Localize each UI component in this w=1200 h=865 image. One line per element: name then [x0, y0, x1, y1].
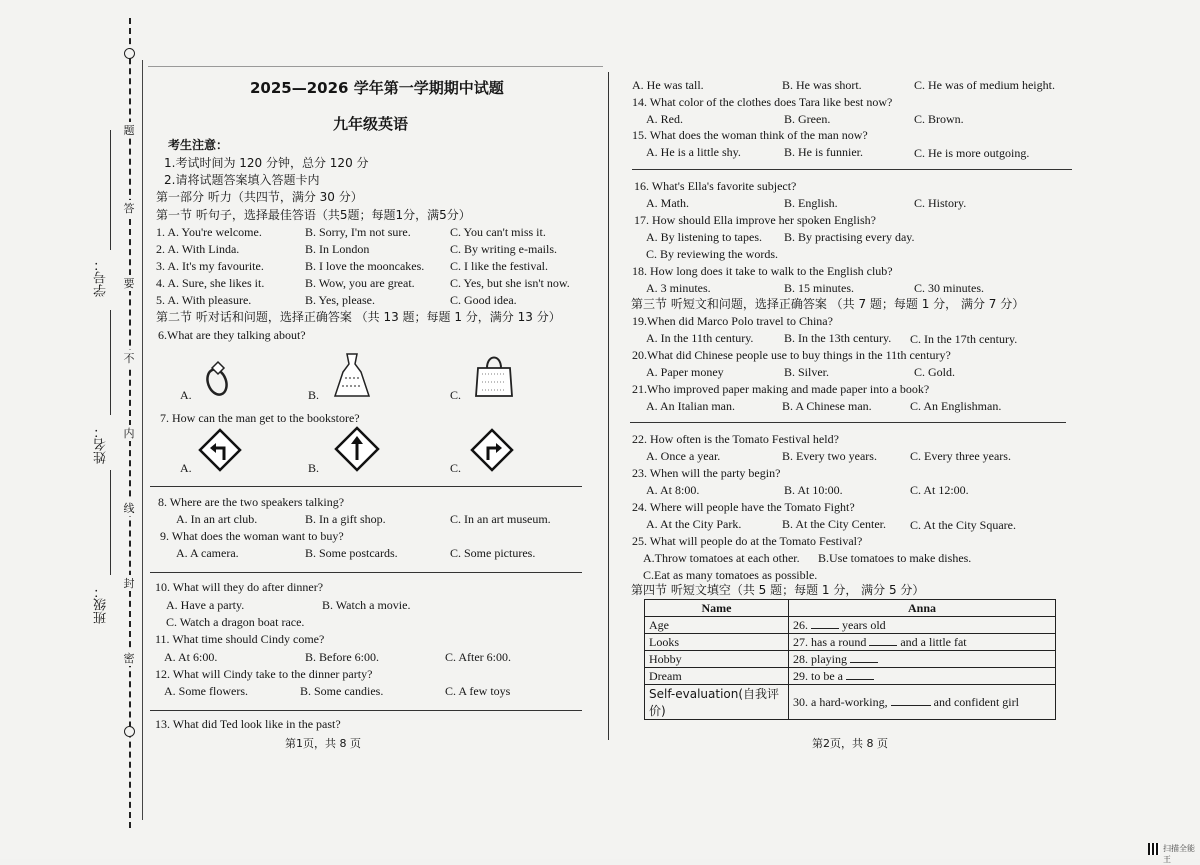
- qr-code-icon: [1148, 843, 1160, 855]
- cell-text: 28. playing: [793, 652, 850, 666]
- q9-c: C. Some pictures.: [450, 546, 536, 560]
- binding-word: 不: [120, 350, 138, 366]
- section-heading: 第二节 听对话和问题，选择正确答案 （共 13 题；每题 1 分，满分 13 分）: [156, 310, 561, 324]
- student-name-label: 姓名：: [94, 425, 109, 464]
- q12-c: C. A few toys: [445, 684, 511, 698]
- cell-text: 27. has a round: [793, 635, 870, 649]
- student-class-line: [110, 470, 111, 575]
- q8-c: C. In an art museum.: [450, 512, 551, 526]
- table-header-cell: Anna: [789, 600, 1056, 617]
- q22-text: 22. How often is the Tomato Festival held?: [632, 432, 839, 446]
- q6-c-label: C.: [450, 388, 462, 402]
- divider: [632, 169, 1072, 170]
- q8-text: 8. Where are the two speakers talking?: [158, 495, 345, 509]
- q8-a: A. In an art club.: [176, 512, 258, 526]
- binding-word: 要: [120, 275, 138, 291]
- table-cell-label: Age: [645, 617, 789, 634]
- binding-circle: [124, 726, 135, 737]
- q16-c: C. History.: [914, 196, 967, 210]
- q13-text: 13. What did Ted look like in the past?: [155, 717, 341, 731]
- student-name-line: [110, 310, 111, 415]
- answer-blank[interactable]: [891, 694, 931, 706]
- binding-word: 内: [120, 425, 138, 441]
- q19-text: 19.When did Marco Polo travel to China?: [632, 314, 833, 328]
- q17-a: A. By listening to tapes.: [646, 230, 762, 244]
- page-footer-right: 第2页，共 8 页: [812, 737, 888, 750]
- q6-a-label: A.: [180, 388, 192, 402]
- q9-b: B. Some postcards.: [305, 546, 398, 560]
- q24-b: B. At the City Center.: [782, 517, 886, 531]
- q11-a: A. At 6:00.: [164, 650, 218, 664]
- table-cell-label: Hobby: [645, 651, 789, 668]
- binding-word: 封: [120, 575, 138, 591]
- table-cell-value: [789, 634, 1056, 651]
- table-row: [645, 685, 1056, 720]
- q5-a: 5. A. With pleasure.: [156, 293, 252, 307]
- q16-a: A. Math.: [646, 196, 689, 210]
- q4-a: 4. A. Sure, she likes it.: [156, 276, 265, 290]
- q4-b: B. Wow, you are great.: [305, 276, 415, 290]
- turn-right-sign-icon: [470, 428, 514, 472]
- section-heading: 第一节 听句子，选择最佳答语（共5题；每题1分，满5分）: [156, 208, 471, 222]
- q21-c: C. An Englishman.: [910, 399, 1002, 413]
- answer-blank[interactable]: [846, 668, 874, 680]
- q17-text: 17. How should Ella improve her spoken English?: [634, 213, 876, 227]
- q7-c-label: C.: [450, 461, 462, 475]
- q25-c: C.Eat as many tomatoes as possible.: [643, 568, 818, 582]
- q7-a-label: A.: [180, 461, 192, 475]
- q20-a: A. Paper money: [646, 365, 724, 379]
- q19-b: B. In the 13th century.: [784, 331, 892, 345]
- q7-b-label: B.: [308, 461, 320, 475]
- q2-a: 2. A. With Linda.: [156, 242, 240, 256]
- binding-word: 线: [120, 500, 138, 516]
- info-table: [644, 599, 1056, 720]
- q23-b: B. At 10:00.: [784, 483, 843, 497]
- q14-a: A. Red.: [646, 112, 683, 126]
- q3-c: C. I like the festival.: [450, 259, 548, 273]
- margin-line: [142, 60, 143, 820]
- q10-a: A. Have a party.: [166, 598, 245, 612]
- student-class-label: 班级：: [94, 585, 109, 624]
- table-row: [645, 668, 1056, 685]
- dress-icon: [334, 352, 370, 400]
- cell-text: years old: [839, 618, 886, 632]
- q11-b: B. Before 6:00.: [305, 650, 379, 664]
- q18-text: 18. How long does it take to walk to the English club?: [632, 264, 893, 278]
- table-cell-value: [789, 651, 1056, 668]
- binding-word: 密: [120, 650, 138, 666]
- q17-b: B. By practising every day.: [784, 230, 915, 244]
- q11-c: C. After 6:00.: [445, 650, 511, 664]
- answer-blank[interactable]: [850, 651, 878, 663]
- q17-c: C. By reviewing the words.: [646, 247, 778, 261]
- q2-b: B. In London: [305, 242, 370, 256]
- q3-b: B. I love the mooncakes.: [305, 259, 425, 273]
- q2-c: C. By writing e-mails.: [450, 242, 557, 256]
- q15-a: A. He is a little shy.: [646, 145, 741, 159]
- notice-heading: 考生注意：: [168, 138, 229, 152]
- q15-b: B. He is funnier.: [784, 145, 863, 159]
- q12-text: 12. What will Cindy take to the dinner party?: [155, 667, 373, 681]
- q20-text: 20.What did Chinese people use to buy things in the 11th century?: [632, 348, 951, 362]
- table-cell-label: Dream: [645, 668, 789, 685]
- q22-a: A. Once a year.: [646, 449, 721, 463]
- q24-text: 24. Where will people have the Tomato Fight?: [632, 500, 855, 514]
- ring-icon: [200, 358, 234, 400]
- table-cell-value: [789, 617, 1056, 634]
- q14-c: C. Brown.: [914, 112, 964, 126]
- binding-strip: [0, 0, 148, 859]
- q13-c: C. He was of medium height.: [914, 78, 1055, 92]
- top-rule: [148, 66, 603, 67]
- part-heading: 第一部分 听力（共四节，满分 30 分）: [156, 190, 363, 204]
- binding-word: 答: [120, 200, 138, 216]
- table-cell-value: [789, 668, 1056, 685]
- q18-a: A. 3 minutes.: [646, 281, 711, 295]
- q15-text: 15. What does the woman think of the man now?: [632, 128, 868, 142]
- q7-text: 7. How can the man get to the bookstore?: [160, 411, 360, 425]
- q21-b: B. A Chinese man.: [782, 399, 872, 413]
- divider: [630, 422, 1066, 423]
- binding-circle: [124, 48, 135, 59]
- q19-a: A. In the 11th century.: [646, 331, 754, 345]
- q5-c: C. Good idea.: [450, 293, 517, 307]
- divider: [150, 710, 582, 711]
- go-straight-sign-icon: [334, 426, 380, 472]
- q22-b: B. Every two years.: [782, 449, 877, 463]
- q20-b: B. Silver.: [784, 365, 830, 379]
- answer-blank[interactable]: [811, 617, 839, 629]
- divider: [150, 572, 582, 573]
- table-header-cell: Name: [645, 600, 789, 617]
- page-divider: [608, 72, 609, 740]
- q1-c: C. You can't miss it.: [450, 225, 546, 239]
- q9-text: 9. What does the woman want to buy?: [160, 529, 344, 543]
- q1-b: B. Sorry, I'm not sure.: [305, 225, 411, 239]
- q4-c: C. Yes, but she isn't now.: [450, 276, 570, 290]
- q25-text: 25. What will people do at the Tomato Festival?: [632, 534, 863, 548]
- q18-b: B. 15 minutes.: [784, 281, 855, 295]
- exam-title: 2025—2026 学年第一学期期中试题: [250, 79, 504, 97]
- q20-c: C. Gold.: [914, 365, 956, 379]
- q6-b-label: B.: [308, 388, 320, 402]
- q8-b: B. In a gift shop.: [305, 512, 386, 526]
- q16-text: 16. What's Ella's favorite subject?: [634, 179, 797, 193]
- q22-c: C. Every three years.: [910, 449, 1011, 463]
- section-heading: 第四节 听短文填空（共 5 题；每题 1 分， 满分 5 分）: [631, 583, 925, 597]
- cell-text: 26.: [793, 618, 811, 632]
- q10-b: B. Watch a movie.: [322, 598, 411, 612]
- divider: [150, 486, 582, 487]
- page-footer-left: 第1页，共 8 页: [285, 737, 361, 750]
- table-row: [645, 634, 1056, 651]
- binding-word: 题: [120, 122, 138, 138]
- q19-c: C. In the 17th century.: [910, 332, 1018, 346]
- q15-c: C. He is more outgoing.: [914, 146, 1030, 160]
- q23-a: A. At 8:00.: [646, 483, 700, 497]
- table-cell-value: [789, 685, 1056, 720]
- q25-b: B.Use tomatoes to make dishes.: [818, 551, 972, 565]
- section-heading: 第三节 听短文和问题，选择正确答案 （共 7 题；每题 1 分， 满分 7 分）: [631, 297, 1025, 311]
- table-row: [645, 617, 1056, 634]
- q14-text: 14. What color of the clothes does Tara like best now?: [632, 95, 893, 109]
- q16-b: B. English.: [784, 196, 838, 210]
- q10-text: 10. What will they do after dinner?: [155, 580, 324, 594]
- answer-blank[interactable]: [869, 634, 897, 646]
- q13-a: A. He was tall.: [632, 78, 704, 92]
- q9-a: A. A camera.: [176, 546, 239, 560]
- q5-b: B. Yes, please.: [305, 293, 376, 307]
- scanner-watermark: 扫描全能王: [1163, 844, 1195, 864]
- q13-b: B. He was short.: [782, 78, 862, 92]
- table-cell-label: Self-evaluation(自我评价): [645, 685, 789, 720]
- notice-item: 1.考试时间为 120 分钟，总分 120 分: [164, 156, 369, 170]
- student-id-line: [110, 130, 111, 250]
- cell-text: 30. a hard-working,: [793, 695, 891, 709]
- student-id-label: 学号：: [94, 258, 109, 297]
- q3-a: 3. A. It's my favourite.: [156, 259, 264, 273]
- cell-text: 29. to be a: [793, 669, 846, 683]
- q25-a: A.Throw tomatoes at each other.: [643, 551, 800, 565]
- q12-b: B. Some candies.: [300, 684, 384, 698]
- seal-line: [129, 18, 131, 828]
- q6-text: 6.What are they talking about?: [158, 328, 306, 342]
- table-cell-label: Looks: [645, 634, 789, 651]
- turn-left-sign-icon: [198, 428, 242, 472]
- exam-subtitle: 九年级英语: [333, 115, 409, 133]
- table-row: [645, 651, 1056, 668]
- q11-text: 11. What time should Cindy come?: [155, 632, 325, 646]
- cell-text: and a little fat: [897, 635, 967, 649]
- q24-c: C. At the City Square.: [910, 518, 1016, 532]
- table-header-row: [645, 600, 1056, 617]
- q21-text: 21.Who improved paper making and made paper into a book?: [632, 382, 930, 396]
- handbag-icon: [474, 352, 514, 398]
- q12-a: A. Some flowers.: [164, 684, 248, 698]
- q23-text: 23. When will the party begin?: [632, 466, 781, 480]
- q18-c: C. 30 minutes.: [914, 281, 985, 295]
- cell-text: and confident girl: [930, 695, 1019, 709]
- q1-a: 1. A. You're welcome.: [156, 225, 262, 239]
- notice-item: 2.请将试题答案填入答题卡内: [164, 173, 320, 187]
- q14-b: B. Green.: [784, 112, 831, 126]
- q10-c: C. Watch a dragon boat race.: [166, 615, 305, 629]
- q24-a: A. At the City Park.: [646, 517, 742, 531]
- q21-a: A. An Italian man.: [646, 399, 735, 413]
- q23-c: C. At 12:00.: [910, 483, 969, 497]
